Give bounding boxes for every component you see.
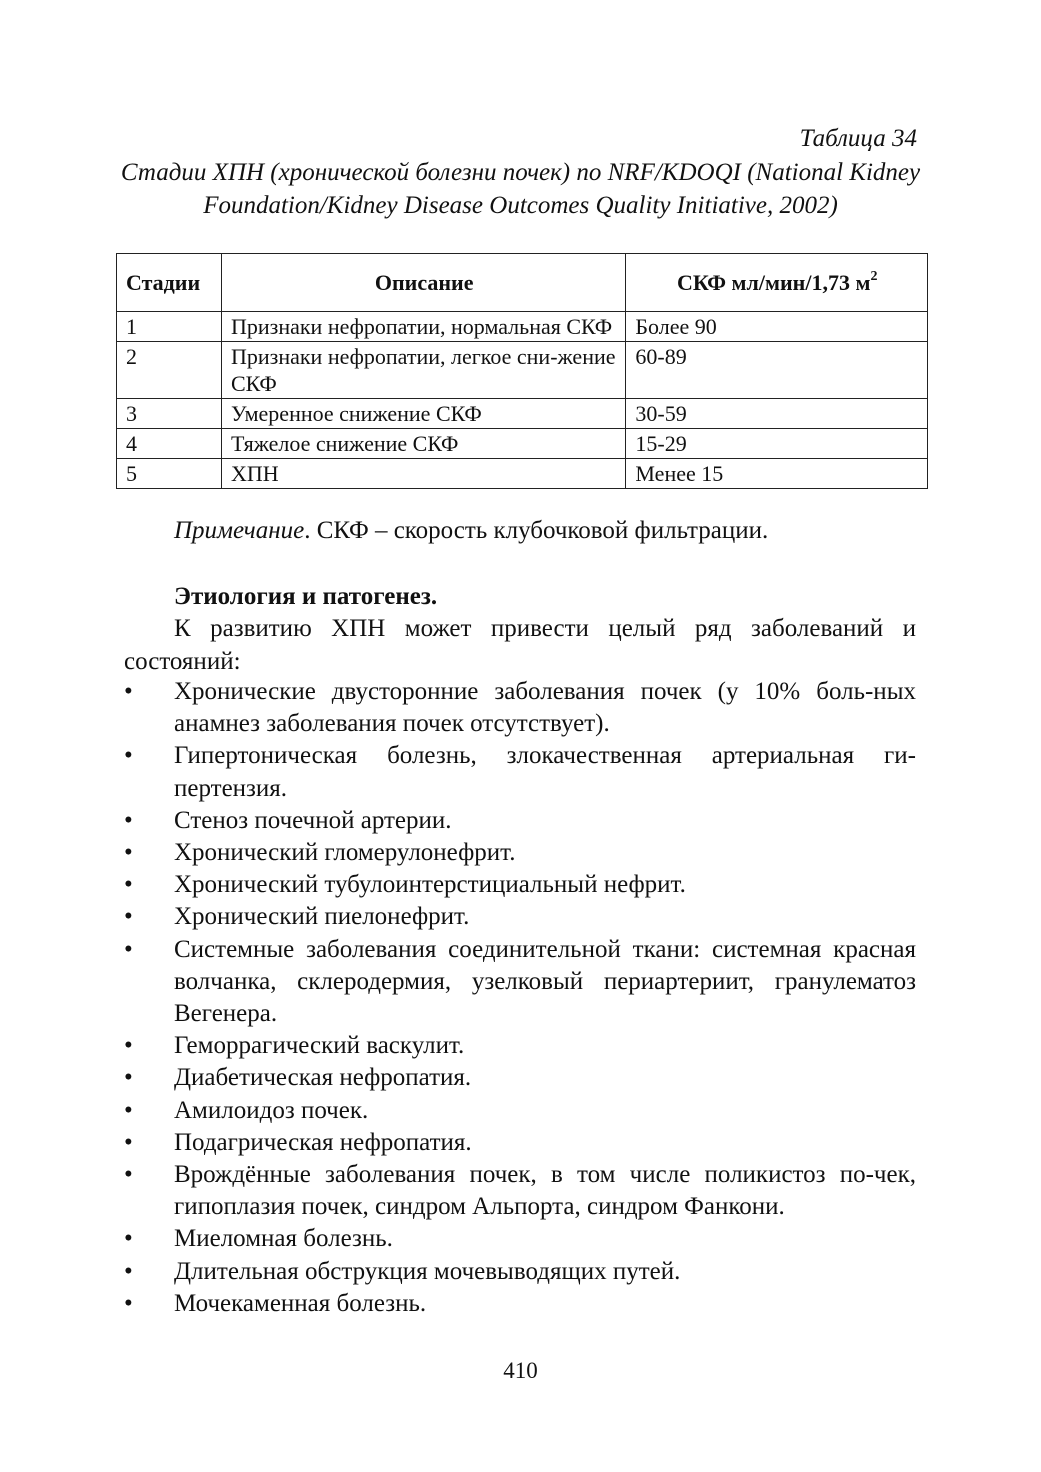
cell-stage: 3 (117, 399, 222, 429)
list-item (124, 676, 916, 740)
table-row (117, 342, 928, 399)
cell-description: Тяжелое снижение СКФ (221, 429, 625, 459)
cell-stage: 4 (117, 429, 222, 459)
cell-gfr: 30-59 (626, 399, 928, 429)
list-item (124, 805, 916, 837)
header-gfr (626, 254, 928, 312)
table-number: Таблица 34 (799, 125, 917, 152)
bullet-icon: • (124, 742, 133, 770)
bullet-icon: • (124, 806, 133, 834)
list-item (124, 1159, 916, 1223)
table-title: Стадии ХПН (хронической болезни почек) по NRF/KDOQI (National Kidney Foundation/Kidney Disease Outcomes Quality Initiative, 2002) (120, 159, 921, 219)
bullet-icon: • (124, 1032, 133, 1060)
cell-gfr: 15-29 (626, 429, 928, 459)
etiology-list (124, 676, 916, 1320)
list-item (124, 1223, 916, 1255)
table-row (117, 312, 928, 342)
cell-gfr: 60-89 (626, 342, 928, 399)
list-item-text: Хронические двусторонние заболевания почек (у 10% боль-ных анамнез заболевания почек отсутствует). (174, 678, 916, 738)
cell-stage: 1 (117, 312, 222, 342)
ckd-stages-table (116, 253, 928, 489)
list-item-text: Амилоидоз почек. (174, 1096, 369, 1124)
page-number: 410 (503, 1358, 538, 1383)
list-item (124, 901, 916, 933)
bullet-icon: • (124, 1128, 133, 1156)
cell-description: Умеренное снижение СКФ (221, 399, 625, 429)
table-header-row (117, 254, 928, 312)
bullet-icon: • (124, 839, 133, 867)
section-heading: Этиология и патогенез. (174, 583, 438, 610)
list-item-text: Длительная обструкция мочевыводящих путей. (174, 1257, 681, 1285)
list-item-text: Миеломная болезнь. (174, 1225, 393, 1253)
bullet-icon: • (124, 678, 133, 705)
cell-description: Признаки нефропатии, легкое сни-жение СКФ (221, 342, 625, 399)
cell-stage: 5 (117, 459, 222, 489)
list-item (124, 1095, 916, 1127)
list-item-text: Стеноз почечной артерии. (174, 806, 452, 834)
note-text: . СКФ – скорость клубочковой фильтрации. (304, 517, 769, 544)
cell-description: Признаки нефропатии, нормальная СКФ (221, 312, 625, 342)
table-note (174, 514, 768, 548)
cell-gfr: Менее 15 (626, 459, 928, 489)
cell-description: ХПН (221, 459, 625, 489)
table-row (117, 429, 928, 459)
bullet-icon: • (124, 1225, 133, 1253)
note-label: Примечание (174, 517, 305, 544)
list-item (124, 1062, 916, 1094)
header-gfr-superscript: 2 (870, 268, 878, 284)
list-item-text: Мочекаменная болезнь. (174, 1289, 427, 1317)
list-item-text: Хронический гломерулонефрит. (174, 839, 516, 867)
list-item-text: Системные заболевания соединительной ткани: системная красная волчанка, склеродермия, узелковый периартериит, гранулематоз Вегенера. (174, 935, 916, 1028)
list-item-text: Хронический тубулоинтерстициальный нефрит. (174, 871, 686, 899)
section-intro: К развитию ХПН может привести целый ряд заболеваний и состояний: (124, 615, 916, 675)
bullet-icon: • (124, 1161, 133, 1189)
list-item-text: Хронический пиелонефрит. (174, 903, 470, 931)
list-item-text: Подагрическая нефропатия. (174, 1128, 472, 1156)
list-item (124, 1288, 916, 1320)
cell-gfr: Более 90 (626, 312, 928, 342)
list-item (124, 1030, 916, 1062)
bullet-icon: • (124, 1064, 133, 1092)
list-item (124, 837, 916, 869)
bullet-icon: • (124, 903, 133, 931)
list-item (124, 1256, 916, 1288)
header-description: Описание (221, 254, 625, 312)
list-item-text: Геморрагический васкулит. (174, 1032, 465, 1060)
list-item (124, 1127, 916, 1159)
list-item-text: Врождённые заболевания почек, в том числе поликистоз по-чек, гипоплазия почек, синдром Альпорта, синдром Фанкони. (174, 1161, 916, 1221)
header-stage: Стадии (117, 254, 222, 312)
cell-stage: 2 (117, 342, 222, 399)
list-item (124, 740, 916, 804)
table-row (117, 399, 928, 429)
list-item-text: Диабетическая нефропатия. (174, 1064, 472, 1092)
bullet-icon: • (124, 1257, 133, 1285)
list-item (124, 869, 916, 901)
table-row (117, 459, 928, 489)
list-item-text: Гипертоническая болезнь, злокачественная артериальная ги-пертензия. (174, 742, 916, 802)
bullet-icon: • (124, 935, 133, 963)
list-item (124, 934, 916, 1031)
bullet-icon: • (124, 1096, 133, 1124)
bullet-icon: • (124, 1289, 133, 1317)
header-gfr-text: СКФ мл/мин/1,73 м (676, 270, 871, 295)
bullet-icon: • (124, 871, 133, 899)
